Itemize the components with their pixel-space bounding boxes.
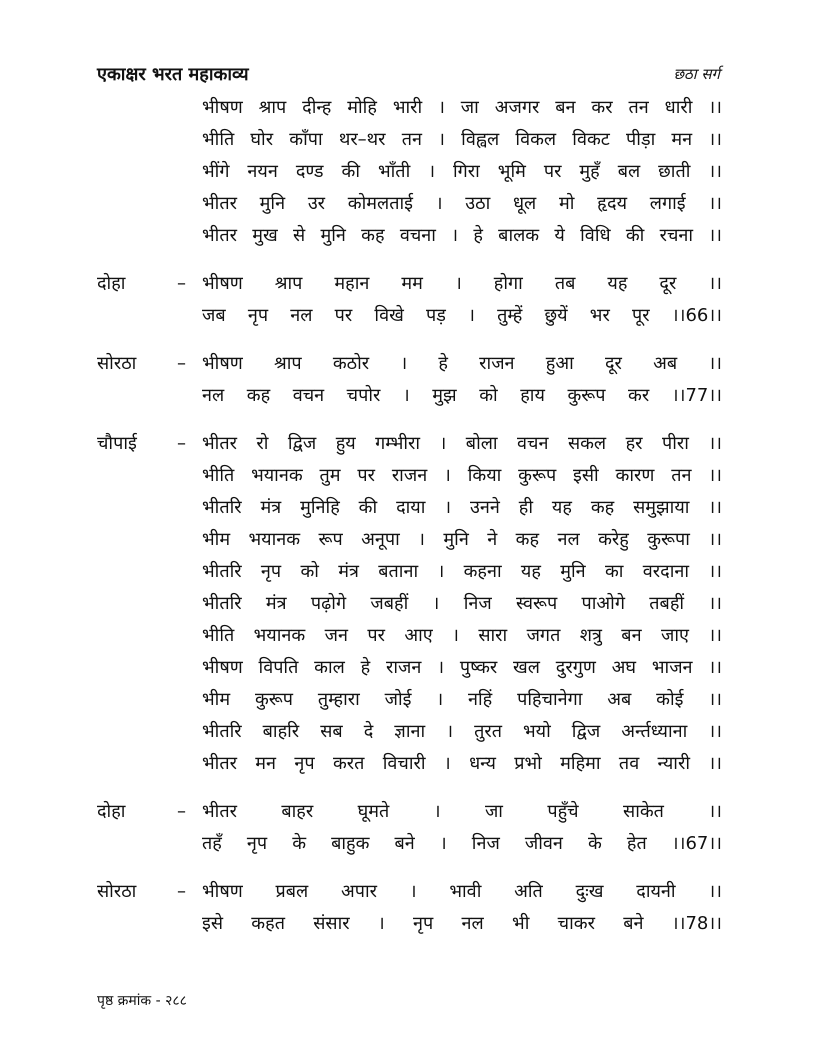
- verse-line: [97, 220, 722, 252]
- verse-text: भीतरि मंत्र मुनिहि की दाया । उनने ही यह कह समुझाया ।।: [202, 497, 722, 518]
- verse-text: भीतर बाहर घूमते । जा पहुँचे साकेत ।।: [202, 801, 722, 822]
- verse-text: भींगे नयन दण्ड की भाँती । गिरा भूमि पर मुहँ बल छाती ।।: [202, 161, 722, 182]
- verse-text: भीतरि नृप को मंत्र बताना । कहना यह मुनि का वरदाना ।।: [202, 561, 722, 582]
- verse-line: [97, 748, 722, 780]
- verse-text: भीषण प्रबल अपार । भावी अति दुःख दायनी ।।: [202, 881, 722, 902]
- verse-content: [97, 92, 722, 956]
- verse-line: [97, 300, 722, 332]
- verse-block: [97, 92, 722, 252]
- verse-text: भीषण विपति काल हे राजन । पुष्कर खल दुरगुण अघ भाजन ।।: [202, 657, 722, 678]
- meter-label: चौपाई: [97, 433, 137, 454]
- verse-text: भीति भयानक तुम पर राजन । किया कुरूप इसी कारण तन ।।: [202, 465, 722, 486]
- verse-line: [97, 556, 722, 588]
- verse-block: [97, 348, 722, 412]
- verse-text: जब नृप नल पर विखे पड़ । तुम्हें छुयें भर पूर ।।66।।: [202, 305, 722, 326]
- verse-line: [97, 652, 722, 684]
- verse-line: [97, 620, 722, 652]
- verse-text: भीतर मुख से मुनि कह वचना । हे बालक ये विधि की रचना ।।: [202, 225, 722, 246]
- verse-line: [97, 492, 722, 524]
- verse-line: [97, 428, 722, 460]
- meter-label: सोरठा: [97, 353, 137, 374]
- verse-text: भीम कुरूप तुम्हारा जोई । नहिं पहिचानेगा अब कोई ।।: [202, 689, 722, 710]
- verse-line: [97, 348, 722, 380]
- verse-block: [97, 268, 722, 332]
- verse-line: [97, 156, 722, 188]
- verse-line: [97, 380, 722, 412]
- verse-line: [97, 828, 722, 860]
- verse-block: [97, 796, 722, 860]
- verse-text: इसे कहत संसार । नृप नल भी चाकर बने ।।78।।: [202, 913, 722, 934]
- meter-dash: –: [177, 273, 186, 294]
- book-title: एकाक्षर भरत महाकाव्य: [97, 64, 249, 85]
- verse-line: [97, 124, 722, 156]
- page-number: पृष्ठ क्रमांक - २८८: [97, 993, 187, 1009]
- verse-text: तहँ नृप के बाहुक बने । निज जीवन के हेत ।।67।।: [202, 833, 722, 854]
- meter-label: दोहा: [97, 801, 126, 822]
- verse-text: भीतर मन नृप करत विचारी । धन्य प्रभो महिमा तव न्यारी ।।: [202, 753, 722, 774]
- verse-text: भीतर मुनि उर कोमलताई । उठा धूल मो हृदय लगाई ।।: [202, 193, 722, 214]
- meter-dash: –: [177, 433, 186, 454]
- meter-label: सोरठा: [97, 881, 137, 902]
- verse-text: भीम भयानक रूप अनूपा । मुनि ने कह नल करेहु कुरूपा ।।: [202, 529, 722, 550]
- verse-text: भीषण श्राप महान मम । होगा तब यह दूर ।।: [202, 273, 722, 294]
- verse-line: [97, 588, 722, 620]
- verse-line: [97, 268, 722, 300]
- verse-text: भीषण श्राप दीन्ह मोहि भारी । जा अजगर बन कर तन धारी ।।: [202, 97, 722, 118]
- meter-dash: –: [177, 801, 186, 822]
- verse-text: भीति घोर काँपा थर–थर तन । विह्वल विकल विकट पीड़ा मन ।।: [202, 129, 722, 150]
- verse-line: [97, 716, 722, 748]
- verse-line: [97, 524, 722, 556]
- verse-line: [97, 684, 722, 716]
- verse-line: [97, 796, 722, 828]
- verse-text: भीतरि मंत्र पढ़ोगे जबहीं । निज स्वरूप पाओगे तबहीं ।।: [202, 593, 722, 614]
- verse-text: नल कह वचन चपोर । मुझ को हाय कुरूप कर ।।77।।: [202, 385, 722, 406]
- verse-text: भीतरि बाहरि सब दे ज्ञाना । तुरत भयो द्विज अर्न्तध्याना ।।: [202, 721, 722, 742]
- verse-block: [97, 428, 722, 780]
- verse-text: भीतर रो द्विज हुय गम्भीरा । बोला वचन सकल हर पीरा ।।: [202, 433, 722, 454]
- meter-label: दोहा: [97, 273, 126, 294]
- verse-block: [97, 876, 722, 940]
- verse-line: [97, 92, 722, 124]
- verse-text: भीषण श्राप कठोर । हे राजन हुआ दूर अब ।।: [202, 353, 722, 374]
- verse-line: [97, 876, 722, 908]
- meter-dash: –: [177, 353, 186, 374]
- verse-line: [97, 460, 722, 492]
- meter-dash: –: [177, 881, 186, 902]
- verse-line: [97, 188, 722, 220]
- verse-line: [97, 908, 722, 940]
- chapter-title: छठा सर्ग: [673, 65, 720, 83]
- verse-text: भीति भयानक जन पर आए । सारा जगत शत्रु बन जाए ।।: [202, 625, 722, 646]
